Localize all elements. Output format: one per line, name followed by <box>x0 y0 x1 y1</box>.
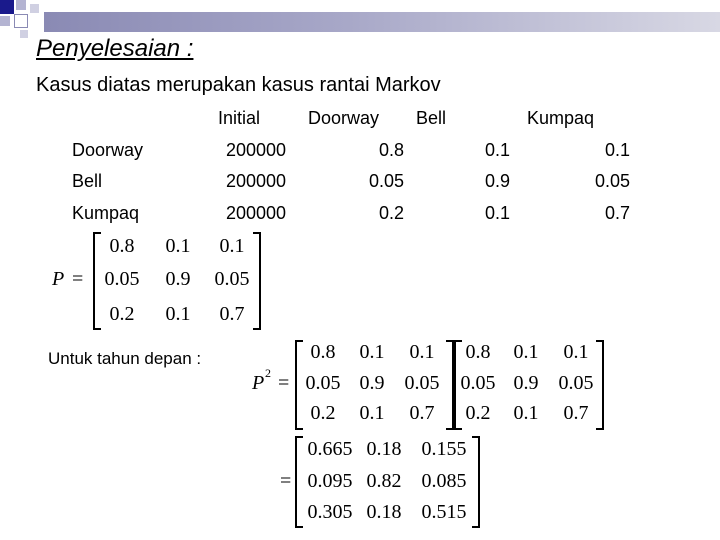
matrix-cell: 0.8 <box>465 341 491 363</box>
matrix-cell: 0.7 <box>563 402 589 424</box>
decor-square-3 <box>0 16 10 26</box>
matrix-cell: 0.515 <box>421 501 467 523</box>
slide-title: Penyelesaian : <box>36 35 194 62</box>
matrix-cell: 0.9 <box>513 372 539 394</box>
matrix-cell: 0.9 <box>359 372 385 394</box>
matrix-cell: 0.05 <box>104 268 140 290</box>
row-initial: 200000 <box>226 203 287 223</box>
matrix-p-equals: = <box>72 268 84 290</box>
matrix-cell: 0.1 <box>219 235 245 257</box>
matrix-cell: 0.1 <box>563 341 589 363</box>
matrix-cell: 0.1 <box>165 235 191 257</box>
matrix-cell: 0.2 <box>465 402 491 424</box>
next-year-label: Untuk tahun depan : <box>48 349 202 368</box>
decor-square-1 <box>0 0 14 14</box>
row-label: Bell <box>72 171 103 191</box>
header-doorway: Doorway <box>308 108 380 128</box>
matrix-cell: 0.305 <box>307 501 353 523</box>
decor-square-6 <box>20 30 28 38</box>
matrix-cell: 0.8 <box>310 341 336 363</box>
header-band <box>44 12 720 32</box>
row-value: 0.9 <box>484 171 510 191</box>
row-label: Kumpaq <box>72 203 140 223</box>
matrix-cell: 0.1 <box>513 341 539 363</box>
matrix-cell: 0.095 <box>307 470 353 492</box>
matrix-cell: 0.18 <box>366 501 402 523</box>
decor-square-5 <box>30 4 39 13</box>
matrix-cell: 0.05 <box>558 372 594 394</box>
matrix-cell: 0.665 <box>307 438 353 460</box>
header-bell: Bell <box>416 108 447 128</box>
matrix-cell: 0.82 <box>366 470 402 492</box>
row-initial: 200000 <box>226 140 287 160</box>
row-value: 0.05 <box>594 171 630 191</box>
header-kumpaq: Kumpaq <box>527 108 595 128</box>
matrix-cell: 0.155 <box>421 438 467 460</box>
matrix-cell: 0.2 <box>109 303 135 325</box>
p2-symbol: P <box>252 372 265 394</box>
row-label: Doorway <box>72 140 144 160</box>
row-initial: 200000 <box>226 171 287 191</box>
matrix-cell: 0.05 <box>460 372 496 394</box>
matrix-cell: 0.8 <box>109 235 135 257</box>
slide-subtitle: Kasus diatas merupakan kasus rantai Markov <box>36 74 441 96</box>
header-initial: Initial <box>218 108 261 128</box>
matrix-cell: 0.9 <box>165 268 191 290</box>
matrix-cell: 0.1 <box>359 402 385 424</box>
matrix-cell: 0.18 <box>366 438 402 460</box>
p2-exponent: 2 <box>265 366 271 380</box>
matrix-p-symbol: P <box>52 268 65 290</box>
matrix-cell: 0.1 <box>165 303 191 325</box>
matrix-cell: 0.085 <box>421 470 467 492</box>
matrix-cell: 0.1 <box>513 402 539 424</box>
row-value: 0.1 <box>484 203 510 223</box>
matrix-cell: 0.2 <box>310 402 336 424</box>
matrix-cell: 0.05 <box>404 372 440 394</box>
matrix-cell: 0.05 <box>305 372 341 394</box>
decor-square-2 <box>16 0 26 10</box>
matrix-cell: 0.7 <box>219 303 245 325</box>
row-value: 0.1 <box>484 140 510 160</box>
decor-square-4 <box>14 14 28 28</box>
p2-equals: = <box>278 372 290 394</box>
row-value: 0.7 <box>604 203 630 223</box>
row-value: 0.1 <box>604 140 630 160</box>
row-value: 0.05 <box>368 171 404 191</box>
matrix-cell: 0.1 <box>409 341 435 363</box>
row-value: 0.2 <box>378 203 404 223</box>
result-equals: = <box>280 470 292 492</box>
matrix-cell: 0.1 <box>359 341 385 363</box>
matrix-cell: 0.7 <box>409 402 435 424</box>
row-value: 0.8 <box>378 140 404 160</box>
matrix-cell: 0.05 <box>214 268 250 290</box>
